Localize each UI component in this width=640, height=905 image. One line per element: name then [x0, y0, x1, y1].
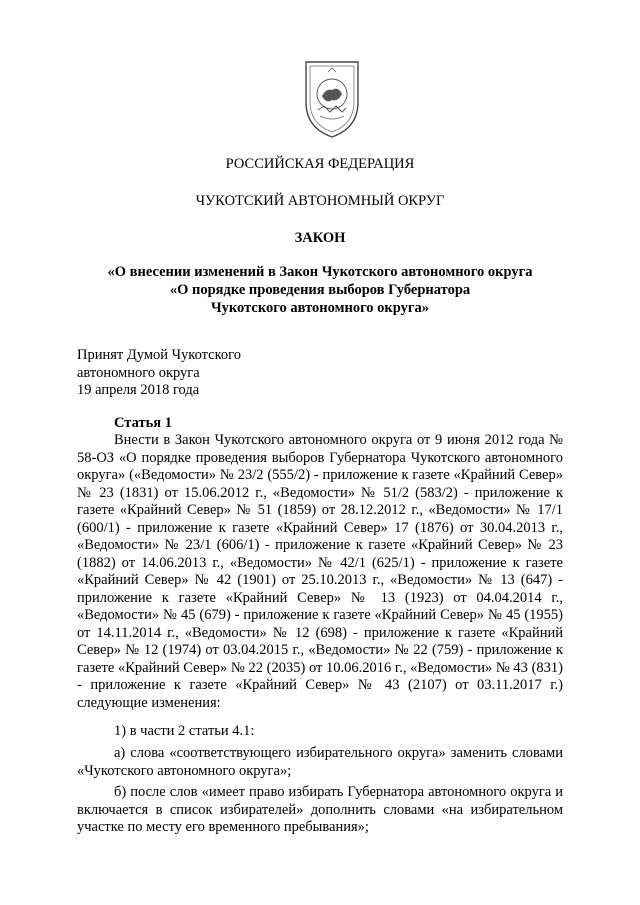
article-title: Статья 1 — [114, 415, 172, 431]
article-intro-paragraph: Внести в Закон Чукотского автономного округа от 9 июня 2012 года № 58-ОЗ «О порядке проведения выборов Губернатора Чукотского автономного округа» («Ведомости» № 23/2 (555/2) - приложение к газете «Крайний Север» № 23 (1831) от 15.06.2012 г., «Ведомости» № 51/2 (583/2) - приложение к газете «Крайний Север» № 51 (1859) от 28.12.2012 г., «Ведомости» № 17/1 (600/1) - приложение к газете «Крайний Север» 17 (1876) от 30.04.2013 г., «Ведомости» № 23/1 (606/1) - приложение к газете «Крайний Север» № 23 (1882) от 14.06.2013 г., «Ведомости» № 42/1 (625/1) - приложение к газете «Крайний Север» № 42 (1901) от 25.10.2013 г., «Ведомости» № 13 (647) - приложение к газете «Крайний Север» № 13 (1923) от 04.04.2014 г., «Ведомости» № 45 (679) - приложение к газете «Крайний Север» № 45 (1955) от 14.11.2014 г., «Ведомости» № 12 (698) - приложение к газете «Крайний Север» № 12 (1974) от 03.04.2015 г., «Ведомости» № 22 (759) - приложение к газете «Крайний Север» № 22 (2035) от 10.06.2016 г., «Ведомости» № 43 (831) - приложение к газете «Крайний Север» № 43 (2107) от 03.11.2017 г.) следующие изменения: — [77, 432, 563, 711]
law-title-line-2: «О порядке проведения выборов Губернатора — [169, 282, 471, 298]
item-b-paragraph: б) после слов «имеет право избирать Губернатора автономного округа и включается в список избирателей» дополнить словами «на избирательном участке по месту его временного пребывания»; — [77, 784, 563, 835]
item-a-paragraph: а) слова «соответствующего избирательного округа» заменить словами «Чукотского автономного округа»; — [77, 745, 563, 779]
adoption-block — [77, 347, 241, 400]
adoption-line-2: автономного округа — [77, 364, 200, 381]
law-title-line-3: Чукотского автономного округа» — [211, 300, 429, 316]
document-type-heading: ЗАКОН — [294, 230, 346, 246]
region-heading: ЧУКОТСКИЙ АВТОНОМНЫЙ ОКРУГ — [195, 193, 445, 209]
coat-of-arms-emblem — [300, 58, 364, 140]
country-heading: РОССИЙСКАЯ ФЕДЕРАЦИЯ — [225, 156, 415, 172]
item-1-paragraph: 1) в части 2 статьи 4.1: — [114, 723, 255, 739]
adoption-date: 19 апреля 2018 года — [77, 382, 200, 398]
law-title-line-1: «О внесении изменений в Закон Чукотского автономного округа — [107, 264, 533, 280]
adoption-line-1: Принят Думой Чукотского — [77, 347, 242, 363]
